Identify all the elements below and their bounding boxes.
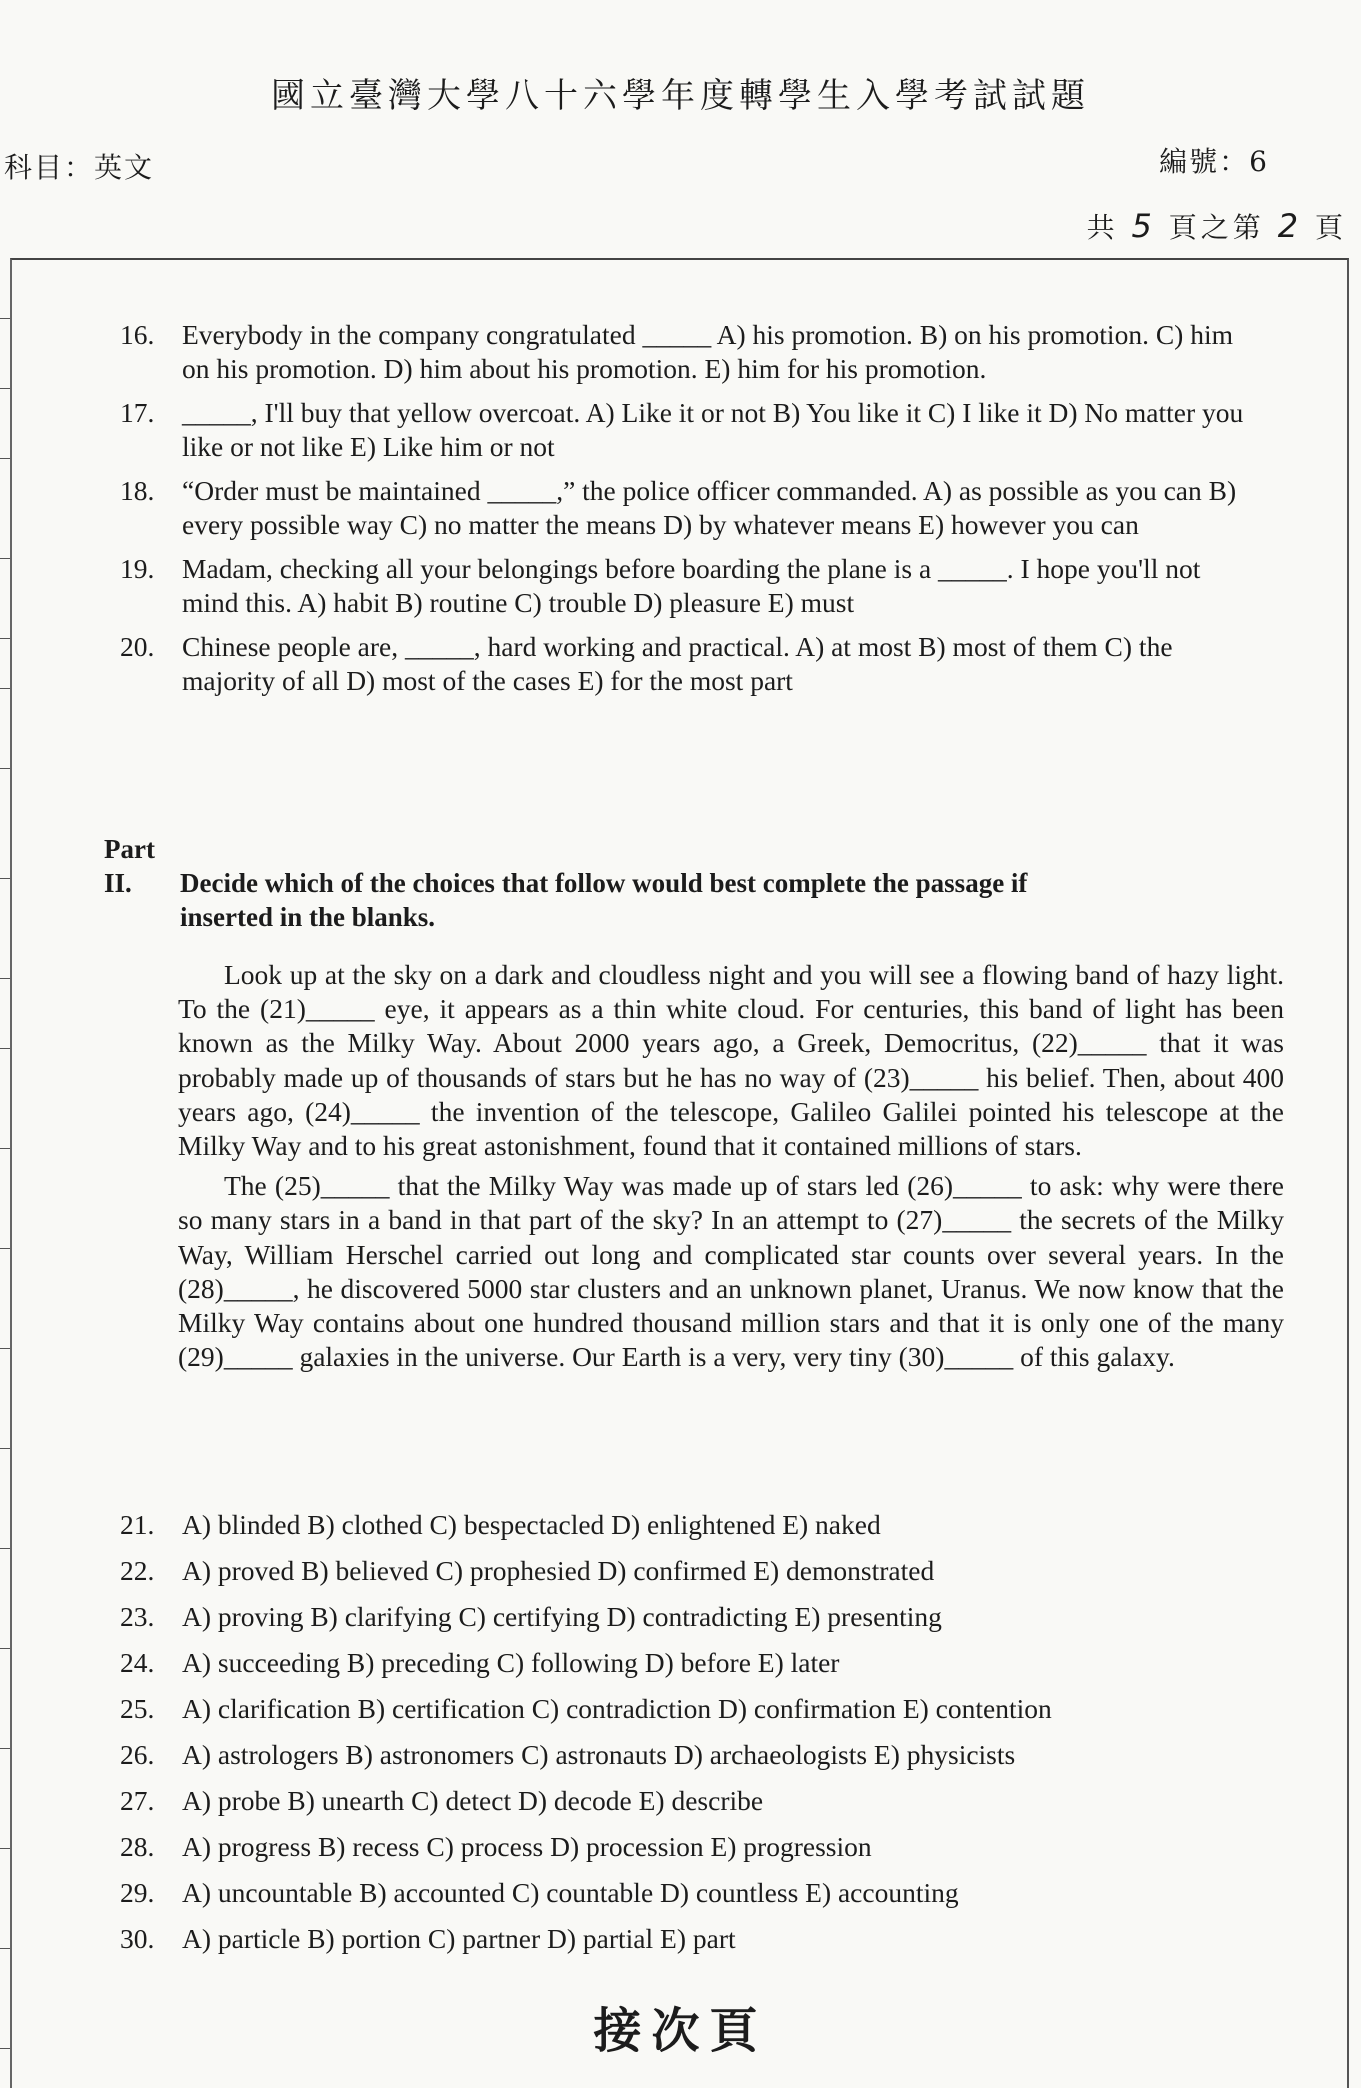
margin-tick — [0, 1048, 10, 1049]
question-number: 19. — [120, 553, 155, 584]
page-count-middle: 頁之第 — [1168, 211, 1265, 244]
margin-tick — [0, 878, 10, 879]
question-text: Madam, checking all your belongings before boarding the plane is a _____. I hope you'll not mind this. A) habit B) routine C) trouble D) pleasure E) must — [182, 553, 1201, 618]
choice-number: 22. — [120, 1555, 155, 1586]
margin-tick — [0, 978, 10, 979]
passage-paragraph-2: The (25)_____ that the Milky Way was made up of stars led (26)_____ to ask: why were there so many stars in a band in that part of the sky? In an attempt to (27)_____ the secrets of the Milky Way, William Herschel carried out long and complicated star counts over several years. In the (28)_____, he discovered 5000 star clusters and an unknown planet, Uranus. We now know that the Milky Way contains about one hundred thousand million stars and that it is only one of the many (29)_____ galaxies in the universe. Our Earth is a very, very tiny (30)_____ of this galaxy. — [178, 1170, 1284, 1373]
choice-number: 29. — [120, 1877, 155, 1908]
answer-choice-row — [120, 1732, 1270, 1778]
answer-choice-row — [120, 1916, 1270, 1962]
part-two-text: Decide which of the choices that follow would best complete the passage if — [180, 868, 1028, 898]
margin-tick — [0, 458, 10, 459]
choice-text: A) uncountable B) accounted C) countable D) countless E) accounting — [182, 1877, 959, 1908]
question-text: “Order must be maintained _____,” the police officer commanded. A) as possible as you can B) every possible way C) no matter the means D) by whatever means E) however you can — [182, 475, 1237, 540]
choice-text: A) clarification B) certification C) contradiction D) confirmation E) contention — [182, 1693, 1052, 1724]
passage-paragraph-1: Look up at the sky on a dark and cloudless night and you will see a flowing band of hazy light. To the (21)_____ eye, it appears as a thin white cloud. For centuries, this band of light has been known as the Milky Way. About 2000 years ago, a Greek, Democritus, (22)_____ that it was probably made up of thousands of stars but he has no way of (23)_____ his belief. Then, about 400 years ago, (24)_____ the invention of the telescope, Galileo Galilei pointed his telescope at the Milky Way and to his great astonishment, found that it contained millions of stars. — [178, 959, 1284, 1162]
exam-code: 編號：6 — [1159, 145, 1269, 178]
choice-number: 28. — [120, 1831, 155, 1862]
question-number: 20. — [120, 631, 155, 662]
choice-text: A) particle B) portion C) partner D) partial E) part — [182, 1923, 736, 1954]
margin-tick — [0, 688, 10, 689]
choice-text: A) astrologers B) astronomers C) astronauts D) archaeologists E) physicists — [182, 1739, 1016, 1770]
margin-tick — [0, 1448, 10, 1449]
margin-tick — [0, 1248, 10, 1249]
margin-ticks — [0, 258, 10, 2086]
question-text: _____, I'll buy that yellow overcoat. A) Like it or not B) You like it C) I like it D) No matter you like or not like E) Like him or not — [182, 397, 1244, 462]
question-item — [120, 396, 1260, 464]
part-two-label: Part II. — [104, 834, 155, 898]
answer-choice-row — [120, 1686, 1270, 1732]
margin-tick — [0, 1548, 10, 1549]
question-list — [120, 318, 1260, 708]
part-two-line-1 — [104, 832, 1234, 900]
margin-tick — [0, 1348, 10, 1349]
page-count — [1087, 206, 1347, 246]
answer-choice-row — [120, 1778, 1270, 1824]
answer-choice-row — [120, 1548, 1270, 1594]
question-item — [120, 474, 1260, 542]
margin-tick — [0, 1748, 10, 1749]
margin-tick — [0, 1848, 10, 1849]
margin-tick — [0, 638, 10, 639]
margin-tick — [0, 1148, 10, 1149]
question-text: Everybody in the company congratulated _____ A) his promotion. B) on his promotion. C) him on his promotion. D) him about his promotion. E) him for his promotion. — [182, 319, 1233, 384]
choice-number: 27. — [120, 1785, 155, 1816]
margin-tick — [0, 1648, 10, 1649]
subject-label: 科目：英文 — [4, 151, 155, 184]
choice-number: 30. — [120, 1923, 155, 1954]
choice-text: A) succeeding B) preceding C) following D) before E) later — [182, 1647, 840, 1678]
continue-next-page-stamp: 接次頁 — [593, 2003, 768, 2059]
page-total: 5 — [1131, 207, 1156, 245]
part-two-line-2: inserted in the blanks. — [180, 902, 436, 932]
choice-text: A) probe B) unearth C) detect D) decode E) describe — [182, 1785, 764, 1816]
choice-number: 26. — [120, 1739, 155, 1770]
page-current: 2 — [1277, 207, 1303, 245]
answer-choice-row — [120, 1824, 1270, 1870]
question-item — [120, 552, 1260, 620]
page-count-prefix: 共 — [1086, 211, 1119, 244]
reading-passage — [178, 958, 1284, 1380]
margin-tick — [0, 1948, 10, 1949]
page-count-suffix: 頁 — [1314, 211, 1347, 244]
choice-number: 24. — [120, 1647, 155, 1678]
margin-tick — [0, 318, 10, 319]
question-text: Chinese people are, _____, hard working and practical. A) at most B) most of them C) the majority of all D) most of the cases E) for the most part — [182, 631, 1173, 696]
choice-text: A) blinded B) clothed C) bespectacled D) enlightened E) naked — [182, 1509, 881, 1540]
choice-text: A) proved B) believed C) prophesied D) confirmed E) demonstrated — [182, 1555, 935, 1586]
answer-choice-row — [120, 1502, 1270, 1548]
choice-text: A) progress B) recess C) process D) procession E) progression — [182, 1831, 872, 1862]
question-number: 18. — [120, 475, 155, 506]
margin-tick — [0, 768, 10, 769]
answer-choice-row — [120, 1870, 1270, 1916]
choice-number: 21. — [120, 1509, 155, 1540]
choice-number: 25. — [120, 1693, 155, 1724]
exam-title: 國立臺灣大學八十六學年度轉學生入學考試試題 — [271, 76, 1090, 116]
answer-choices-list — [120, 1502, 1270, 1962]
choice-number: 23. — [120, 1601, 155, 1632]
question-number: 17. — [120, 397, 155, 428]
answer-choice-row — [120, 1594, 1270, 1640]
question-number: 16. — [120, 319, 155, 350]
margin-tick — [0, 558, 10, 559]
margin-tick — [0, 388, 10, 389]
question-item — [120, 318, 1260, 386]
part-two-instructions — [104, 832, 1234, 934]
question-item — [120, 630, 1260, 698]
choice-text: A) proving B) clarifying C) certifying D) contradicting E) presenting — [182, 1601, 942, 1632]
answer-choice-row — [120, 1640, 1270, 1686]
